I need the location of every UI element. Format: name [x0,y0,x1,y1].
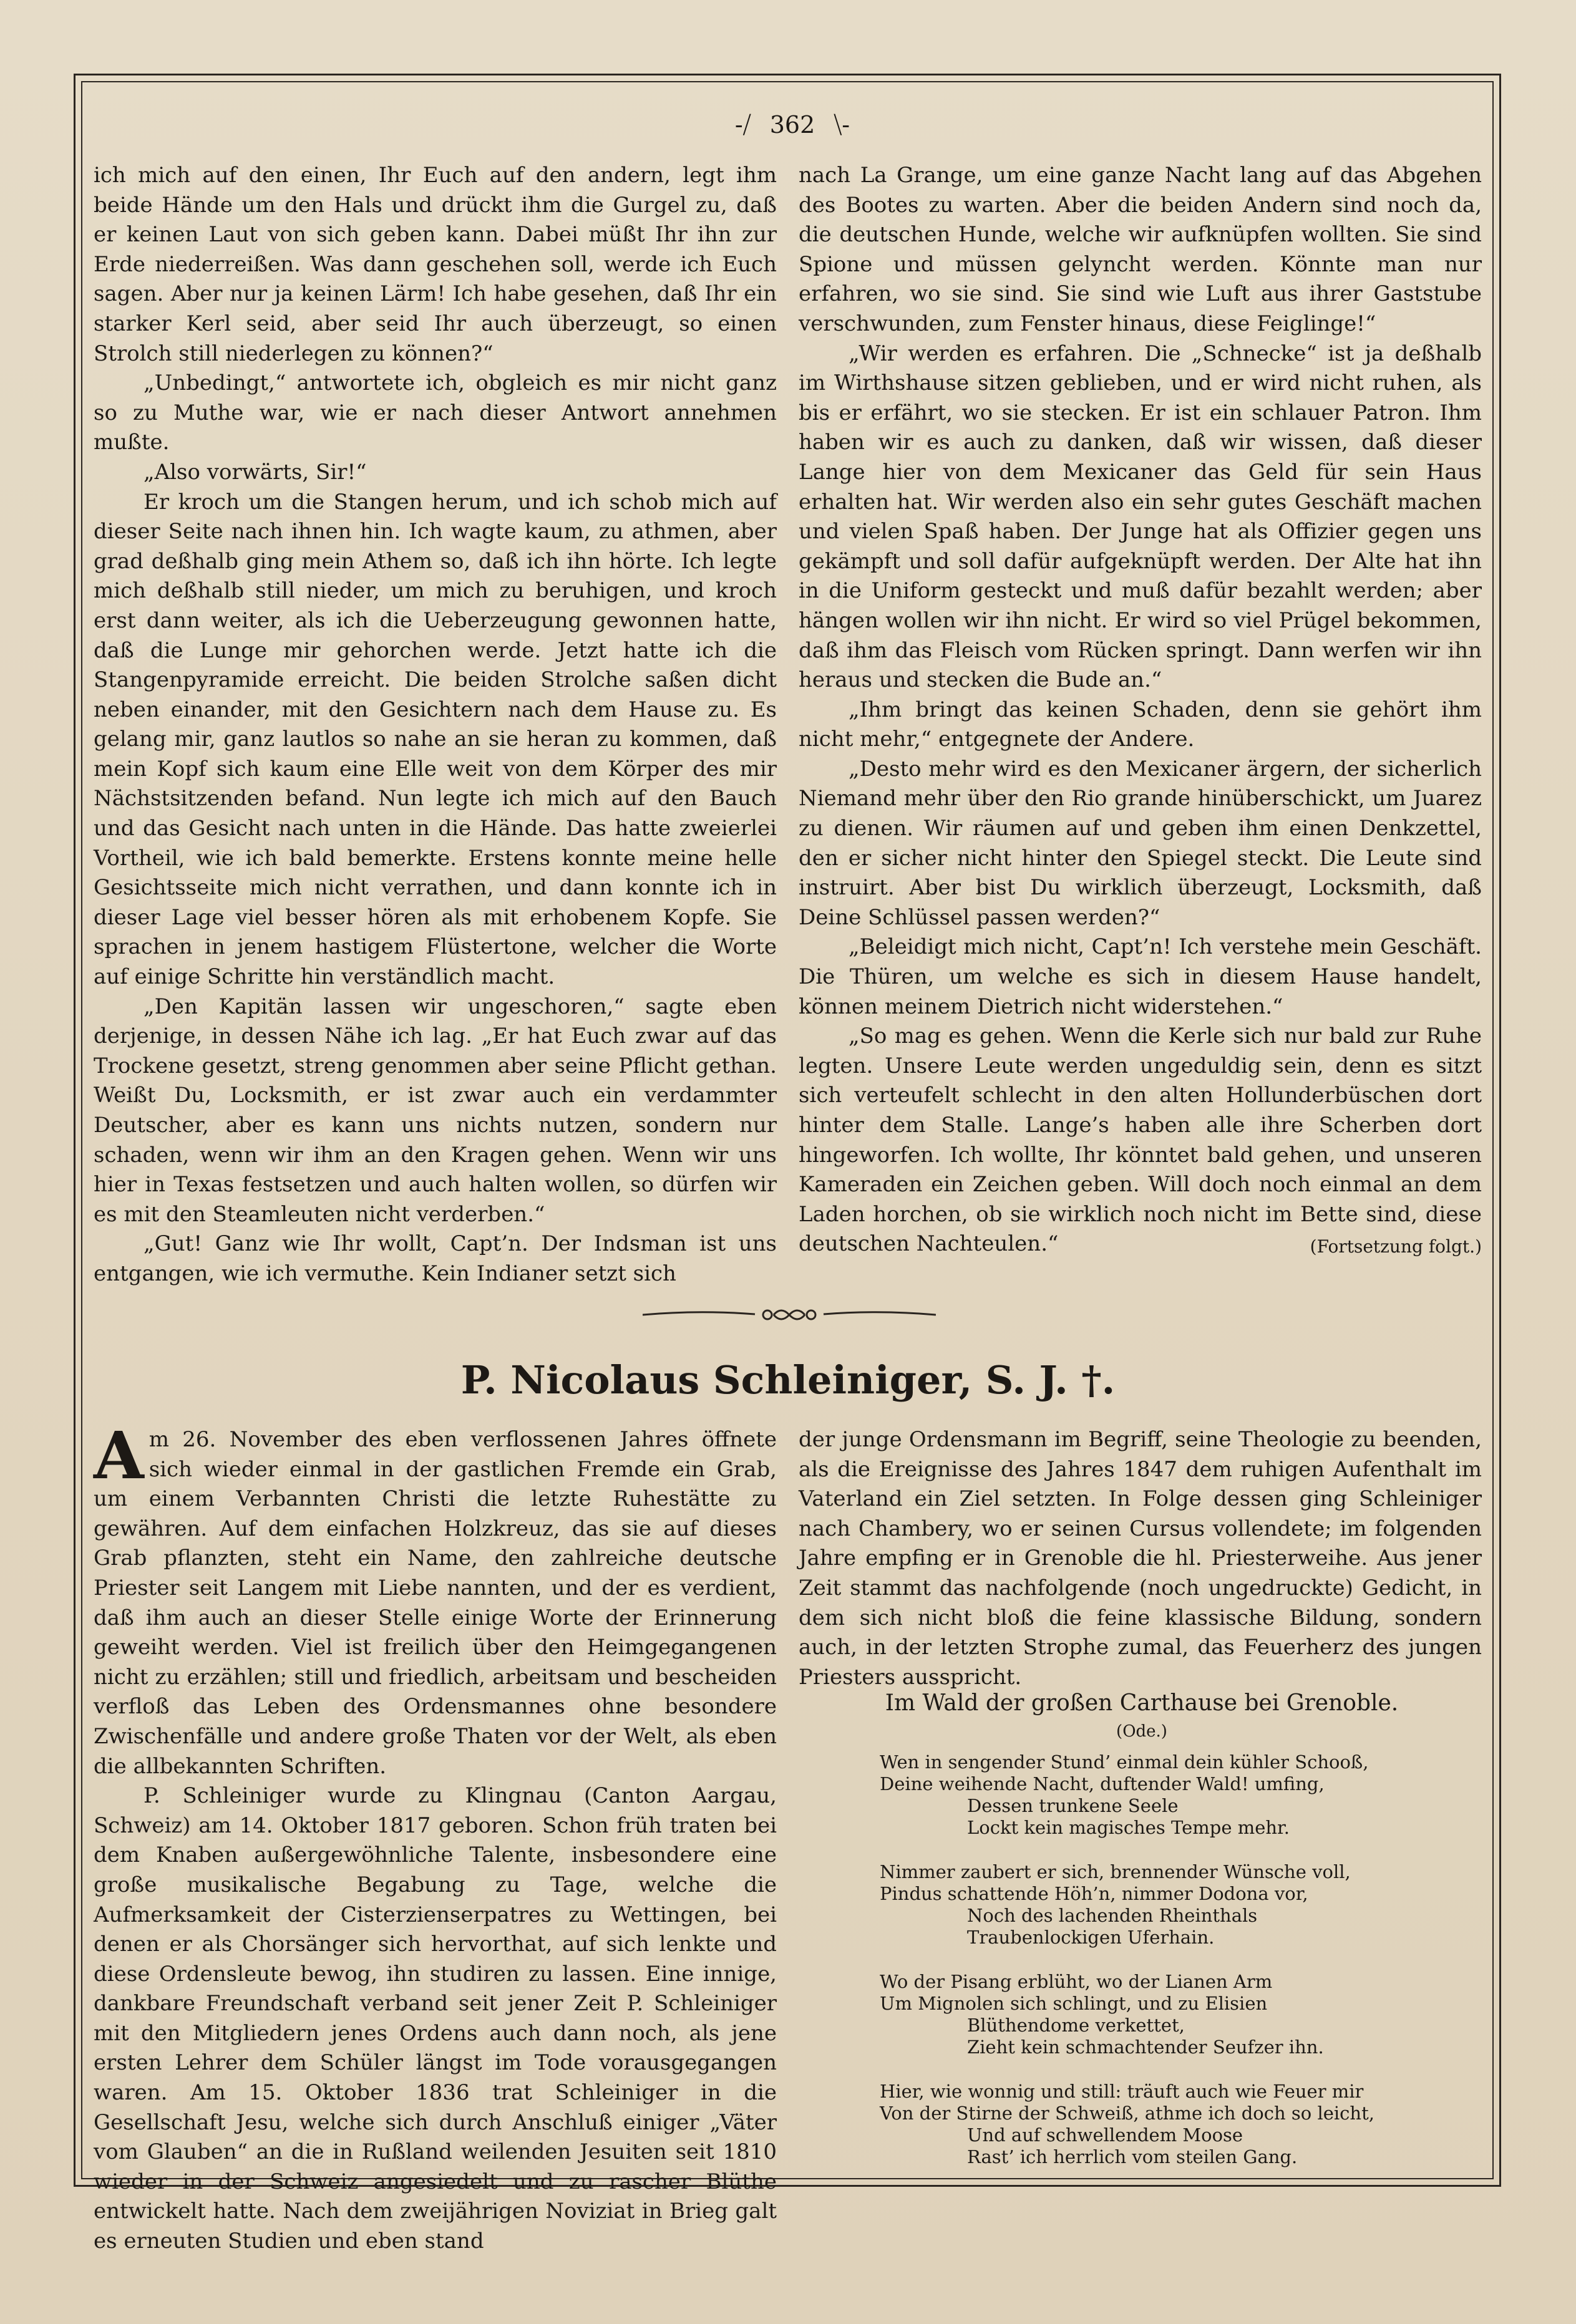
poem-line: Noch des lachenden Rheinthals [967,1905,1258,1926]
poem-line: Und auf schwellendem Moose [967,2124,1243,2146]
story-paragraph: „Desto mehr wird es den Mexicaner ärgern, der sicherlich Niemand mehr über den Rio grande hinüberschickt, um Juarez zu dienen. Wir räumen auf und geben ihm einen Denkzettel, den er sicher nicht hinter den Spiegel steckt. Die Leute sind instruirt. Aber bist Du wirklich überzeugt, Locksmith, daß Deine Schlüssel passen werden?“ [799,756,1482,930]
story-paragraph: „Also vorwärts, Sir!“ [143,459,367,485]
poem-line: Traubenlockigen Uferhain. [967,1927,1215,1948]
poem-line: Nimmer zaubert er sich, brennender Wünsche voll, [880,1861,1351,1882]
section-divider-ornament [643,1302,936,1327]
obituary-title: P. Nicolaus Schleiniger, S. J. †. [460,1357,1116,1403]
poem-line: Um Mignolen sich schlingt, und zu Elisien [880,1993,1268,2014]
poem-line: Von der Stirne der Schweiß, athme ich doch so leicht, [880,2103,1374,2124]
story-paragraph: „Gut! Ganz wie Ihr wollt, Capt’n. Der Indsman ist uns entgangen, wie ich vermuthe. Kein Indianer setzt sich [94,1231,777,1286]
story-paragraph: „Wir werden es erfahren. Die „Schnecke“ ist ja deßhalb im Wirthshause sitzen geblieben, und er wird nicht ruhen, als bis er erfährt, wo sie stecken. Er ist ein schlauer Patron. Ihm haben wir es auch zu danken, daß wir wissen, daß dieser Lange hier von dem Mexicaner das Geld für sein Haus erhalten hat. Wir werden also ein sehr gutes Geschäft machen und vielen Spaß haben. Der Junge hat als Offizier gegen uns gekämpft und soll dafür aufgeknüpft werden. Der Alte hat ihn in die Uniform gesteckt und muß dafür bezahlt werden; aber hängen wollen wir ihn nicht. Er wird so viel Prügel bekommen, daß ihm das Fleisch vom Rücken springt. Dann werfen wir ihn heraus und stecken die Bude an.“ [799,341,1482,693]
poem-line: Wo der Pisang erblüht, wo der Lianen Arm [880,1971,1273,1992]
poem-stanza [880,1861,1472,1949]
page-number-ornament-left: -⧸ [734,111,751,138]
poem-stanza [880,1751,1472,1839]
obituary-column-right [799,1425,1482,1690]
poem-stanza [880,1971,1472,2058]
story-column-left [94,161,777,1286]
poem-subtitle: (Ode.) [1116,1722,1167,1741]
poem-title: Im Wald der großen Carthause bei Grenoble. [885,1690,1399,1716]
drop-cap: A [94,1417,144,1494]
poem-line: Lockt kein magisches Tempe mehr. [967,1817,1290,1838]
story-paragraph: „So mag es gehen. Wenn die Kerle sich nur bald zur Ruhe legten. Unsere Leute werden ungeduldig sein, denn es sitzt sich verteufelt schlecht in den alten Hollunderbüschen dort hinter dem Stalle. Lange’s haben alle ihre Scherben dort hingeworfen. Ich wollte, Ihr könntet bald gehen, und unseren Kameraden ein Zeichen geben. Will doch noch einmal an dem Laden horchen, ob sie wirklich noch nicht im Bette sind, diese deutschen Nachteulen.“ [799,1024,1482,1257]
page-number [717,106,867,143]
story-paragraph: „Ihm bringt das keinen Schaden, denn sie gehört ihm nicht mehr,“ entgegnete der Andere. [799,697,1482,752]
story-paragraph: „Unbedingt,“ antwortete ich, obgleich es mir nicht ganz so zu Muthe war, wie er nach dieser Antwort annehmen mußte. [94,370,777,455]
poem-line: Zieht kein schmachtender Seufzer ihn. [967,2036,1324,2058]
poem-line: Dessen trunkene Seele [967,1795,1179,1816]
obituary-column-left [94,1417,777,2254]
story-paragraph: nach La Grange, um eine ganze Nacht lang auf das Abgehen des Bootes zu warten. Aber die beiden Andern sind noch da, die deutschen Hunde, welche wir aufknüpfen wollten. Sie sind Spione und müssen gelyncht werden. Könnte man nur erfahren, wo sie sind. Sie sind wie Luft aus ihrer Gaststube verschwunden, zum Fenster hinaus, diese Feiglinge!“ [799,163,1482,336]
story-paragraph: „Beleidigt mich nicht, Capt’n! Ich verstehe mein Geschäft. Die Thüren, um welche es sich in diesem Hause handelt, können meinem Dietrich nicht widerstehen.“ [799,934,1482,1019]
obituary-paragraph [94,1417,777,1781]
poem-line: Pindus schattende Höh’n, nimmer Dodona vor, [880,1883,1308,1904]
story-paragraph: Er kroch um die Stangen herum, und ich schob mich auf dieser Seite nach ihnen hin. Ich wagte kaum, zu athmen, aber grad deßhalb ging mein Athem so, daß ich ihn hörte. Ich legte mich deßhalb still nieder, um mich zu beruhigen, und kroch erst dann weiter, als ich die Ueberzeugung gewonnen hatte, daß die Lunge mir gehorchen werde. Jetzt hatte ich die Stangenpyramide erreicht. Die beiden Strolche saßen dicht neben einander, mit den Gesichtern nach dem Hause zu. Es gelang mir, ganz lautlos so nahe an sie heran zu kommen, daß mein Kopf sich kaum eine Elle weit von dem Körper des mir Nächstsitzenden befand. Nun legte ich mich auf den Bauch und das Gesicht nach unten in die Hände. Das hatte zweierlei Vortheil, wie ich bald bemerkte. Erstens konnte meine helle Gesichtsseite mich nicht verrathen, und dann konnte ich in dieser Lage viel besser hören als mit erhobenem Kopfe. Sie sprachen in jenem hastigem Flüstertone, welcher die Worte auf einige Schritte hin verständlich macht. [94,489,777,990]
page-number-text: 362 [769,111,815,138]
poem-line: Wen in sengender Stund’ einmal dein kühler Schooß, [880,1751,1369,1773]
poem-line: Hier, wie wonnig und still: träuft auch wie Feuer mir [880,2081,1364,2102]
story-column-right [799,161,1482,1277]
obituary-paragraph: P. Schleiniger wurde zu Klingnau (Canton Aargau, Schweiz) am 14. Oktober 1817 geboren. Schon früh traten bei dem Knaben außergewöhnliche Talente, insbesondere eine große musikalische Begabung zu Tage, welche die Aufmerksamkeit der Cisterzienserpatres zu Wettingen, bei denen er als Chorsänger sich hervorthat, auf sich lenkte und diese Ordensleute bewog, ihn studiren zu lassen. Eine innige, dankbare Freundschaft verband seit jener Zeit P. Schleiniger mit den Mitgliedern jenes Ordens auch dann noch, als jene ersten Lehrer dem Schüler längst im Tode vorausgegangen waren. Am 15. Oktober 1836 trat Schleiniger in die Gesellschaft Jesu, welche sich durch Anschluß einiger „Väter vom Glauben“ an die in Rußland weilenden Jesuiten seit 1810 wieder in der Schweiz angesiedelt und zu rascher Blüthe entwickelt hatte. Nach dem zweijährigen Noviziat in Brieg galt es erneuten Studien und eben stand [94,1783,777,2254]
story-paragraph: ich mich auf den einen, Ihr Euch auf den andern, legt ihm beide Hände um den Hals und drückt ihm die Gurgel zu, daß er keinen Laut von sich geben kann. Dabei müßt Ihr ihn zur Erde niederreißen. Was dann geschehen soll, werde ich Euch sagen. Aber nur ja keinen Lärm! Ich habe gesehen, daß Ihr ein starker Kerl seid, aber seid Ihr auch überzeugt, so einen Strolch still niederlegen zu können?“ [94,163,777,366]
poem-line: Deine weihende Nacht, duftender Wald! umfing, [880,1773,1325,1794]
obituary-text: m 26. November des eben verflossenen Jahres öffnete sich wieder einmal in der gastlichen Fremde ein Grab, um einem Verbannten Christi die letzte Ruhestätte zu gewähren. Auf dem einfachen Holzkreuz, das sie auf dieses Grab pflanzten, steht ein Name, den zahlreiche deutsche Priester seit Langem mit Liebe nannten, und der es verdient, daß ihm auch an dieser Stelle einige Worte der Erinnerung geweiht werden. Viel ist freilich über den Heimgegangenen nicht zu erzählen; still und friedlich, arbeitsam und bescheiden verfloß das Leben des Ordensmannes ohne besondere Zwischenfälle und andere große Thaten vor der Welt, als eben die allbekannten Schriften. [94,1427,777,1779]
to-be-continued-note: (Fortsetzung folgt.) [1310,1236,1482,1257]
poem-line: Blüthendome verkettet, [967,2015,1185,2036]
story-paragraph: „Den Kapitän lassen wir ungeschoren,“ sagte eben derjenige, in dessen Nähe ich lag. „Er hat Euch zwar auf das Trockene gesetzt, streng genommen aber seine Pflicht gethan. Weißt Du, Locksmith, er ist zwar auch ein verdammter Deutscher, aber es kann uns nichts nutzen, sondern nur schaden, wenn wir ihm an den Kragen gehen. Wenn wir uns hier in Texas festsetzen und auch halten wollen, so dürfen wir es mit den Steamleuten nicht verderben.“ [94,994,777,1227]
poem-line: Rast’ ich herrlich vom steilen Gang. [967,2146,1298,2167]
page-number-ornament-right: ⧹- [834,111,850,138]
obituary-paragraph: der junge Ordensmann im Begriff, seine Theologie zu beenden, als die Ereignisse des Jahres 1847 dem ruhigen Aufenthalt im Vaterland ein Ziel setzten. In Folge dessen ging Schleiniger nach Chambery, wo er seinen Cursus vollendete; im folgenden Jahre empfing er in Grenoble die hl. Priesterweihe. Aus jener Zeit stammt das nachfolgende (noch ungedruckte) Gedicht, in dem sich nicht bloß die feine klassische Bildung, sondern auch, in der letzten Strophe zumal, das Feuerherz des jungen Priesters ausspricht. [799,1427,1482,1690]
poem-stanza [880,2081,1472,2168]
poem [880,1751,1472,2191]
